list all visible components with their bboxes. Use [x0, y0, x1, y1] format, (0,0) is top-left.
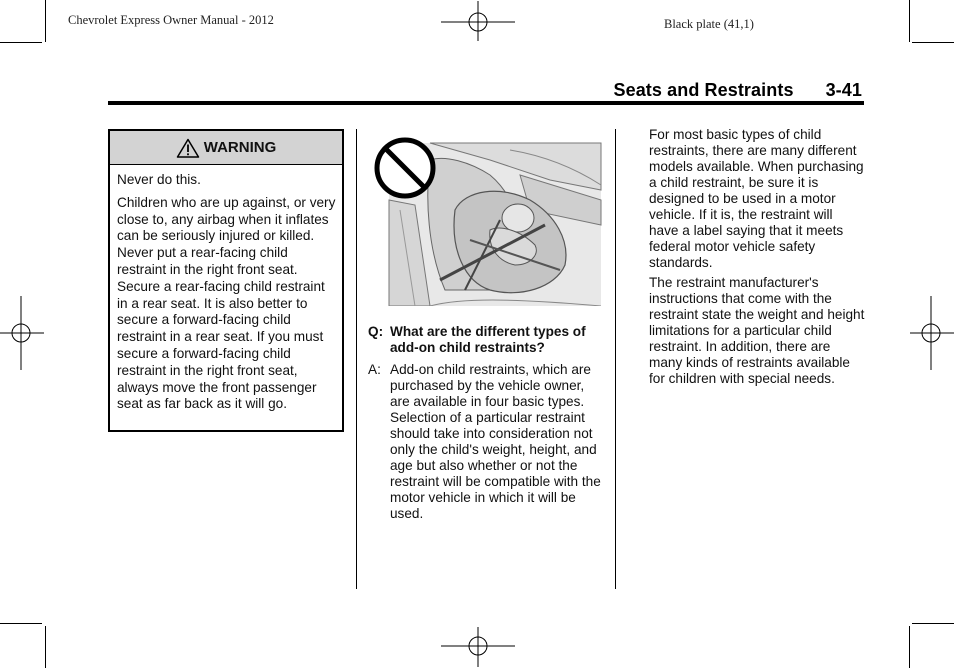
body-column: [649, 127, 865, 391]
warning-label: WARNING: [203, 139, 277, 156]
answer-tag: A:: [368, 362, 381, 377]
body-paragraph: For most basic types of child restraints, there are many different models available. When purchasing a child restraint, be sure it is designed to be used in a motor vehicle. If it is, the restraint will have a label saying that it meets federal motor vehicle safety standards.: [649, 127, 864, 270]
warning-header: [110, 131, 342, 165]
registration-mark-icon: [441, 1, 515, 41]
column-divider: [356, 129, 357, 589]
crop-mark: [909, 626, 910, 668]
question-text: What are the different types of add-on child restraints?: [390, 324, 586, 355]
warning-body: [110, 165, 342, 413]
question-block: [368, 324, 606, 356]
warning-box: [108, 129, 344, 432]
warning-triangle-icon: [176, 138, 200, 158]
rear-facing-seat-illustration: [370, 130, 602, 306]
column-divider: [615, 129, 616, 589]
warning-paragraph: Children who are up against, or very close to, any airbag when it inflates can be seriously injured or killed. Never put a rear-facing child restraint in the right front seat. Secure a rear-facing child restraint in a rear seat. It is also better to secure a forward-facing child restraint in a rear seat. If you must secure a forward-facing child restraint in the right front seat, always move the front passenger seat as far back as it will go.: [117, 194, 336, 412]
answer-text: Add-on child restraints, which are purchased by the vehicle owner, are available in four basic types. Selection of a particular restraint should take into consideration not only the child's weight, height, and age but also whether or not the restraint will be compatible with the motor vehicle in which it will be used.: [390, 362, 601, 521]
registration-mark-icon: [0, 296, 44, 370]
crop-mark: [45, 0, 46, 42]
section-title: Seats and Restraints: [613, 80, 794, 100]
title-rule: [108, 101, 864, 105]
answer-block: [368, 362, 606, 522]
page-number: 3-41: [825, 80, 862, 100]
registration-mark-icon: [441, 627, 515, 667]
crop-mark: [912, 42, 954, 43]
document-title: Chevrolet Express Owner Manual - 2012: [68, 13, 274, 27]
crop-mark: [0, 42, 42, 43]
warning-paragraph: Never do this.: [117, 172, 201, 187]
crop-mark: [909, 0, 910, 42]
body-paragraph: The restraint manufacturer's instructions that come with the restraint state the weight and height limitations for a particular child restraint. In addition, there are many kinds of restraints available for children with special needs.: [649, 275, 865, 386]
registration-mark-icon: [910, 296, 954, 370]
section-header: [613, 80, 862, 101]
prohibition-icon: [377, 140, 433, 196]
question-tag: Q:: [368, 324, 384, 339]
crop-mark: [45, 626, 46, 668]
crop-mark: [912, 623, 954, 624]
plate-label: Black plate (41,1): [664, 17, 754, 31]
crop-mark: [0, 623, 42, 624]
